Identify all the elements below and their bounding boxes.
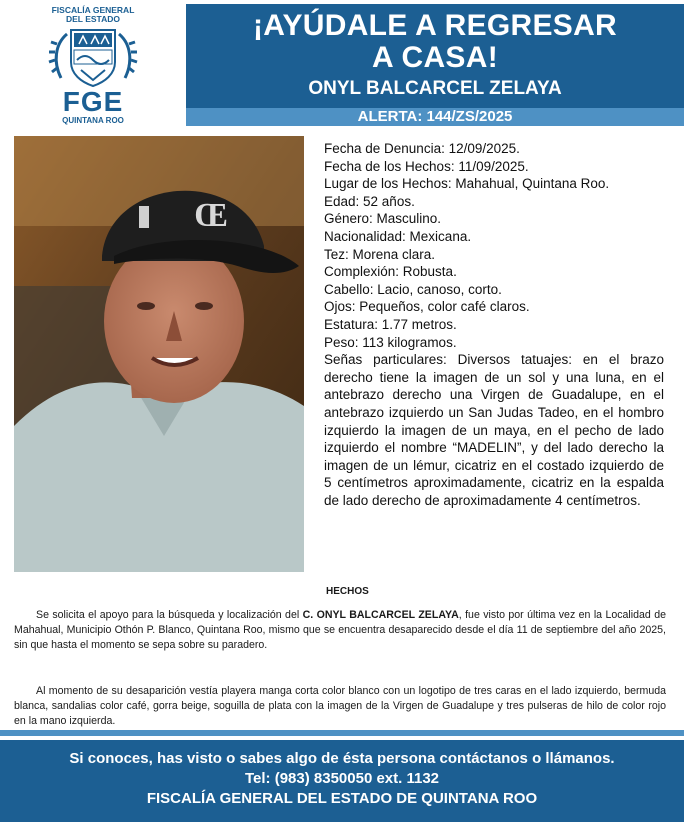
detail-ojos: Ojos: Pequeños, color café claros. (324, 299, 530, 315)
person-photo (14, 136, 304, 572)
p1-text-a: Se solicita el apoyo para la búsqueda y localización del (36, 609, 303, 621)
detail-lugar: Lugar de los Hechos: Mahahual, Quintana Roo. (324, 176, 610, 192)
hechos-paragraph-2: Al momento de su desaparición vestía playera manga corta color blanco con un logotipo de tres caras en el lado izquierdo, bermuda blanca, sandalias color café, gorra beige, soguilla de plata con la imagen de la Virgen de Guadalupe y tres pulseras de hilo de color rojo en la mano izquierda. (14, 685, 666, 728)
svg-text:Œ: Œ (194, 197, 228, 234)
logo-top-text (28, 6, 158, 24)
footer-accent-line (0, 730, 684, 736)
detail-genero: Género: Masculino. (324, 211, 442, 227)
logo-top-line: FISCALÍA GENERAL DEL ESTADO (51, 5, 135, 24)
detail-nacionalidad: Nacionalidad: Mexicana. (324, 228, 472, 244)
detail-estatura: Estatura: 1.77 metros. (324, 316, 457, 332)
person-details (324, 140, 664, 509)
hechos-heading: HECHOS (326, 586, 369, 597)
state-shield-icon (47, 26, 139, 88)
detail-peso: Peso: 113 kilogramos. (324, 334, 457, 350)
detail-fecha-hechos: Fecha de los Hechos: 11/09/2025. (324, 158, 529, 174)
footer-call-to-action: Si conoces, has visto o sabes algo de ésta persona contáctanos o llámanos. (69, 750, 615, 767)
p1-person-name: C. ONYL BALCARCEL ZELAYA (302, 609, 459, 621)
detail-tez: Tez: Morena clara. (324, 246, 436, 262)
detail-edad: Edad: 52 años. (324, 193, 415, 209)
footer-institution: FISCALÍA GENERAL DEL ESTADO DE QUINTANA ROO (146, 790, 538, 807)
person-photo-image (14, 136, 304, 572)
banner-title (186, 10, 684, 74)
detail-complexion: Complexión: Robusta. (324, 264, 457, 280)
title-line-2: A CASA! (372, 41, 498, 74)
footer-contact (0, 740, 684, 822)
detail-fecha-denuncia: Fecha de Denuncia: 12/09/2025. (324, 141, 520, 156)
title-line-1: ¡AYÚDALE A REGRESAR (252, 9, 618, 42)
logo-acronym: FGE (62, 86, 124, 117)
detail-senas-particulares: Señas particulares: Diversos tatuajes: en el brazo derecho tiene la imagen de un sol y una luna, en el antebrazo derecho una Virgen de Guadalupe, en el antebrazo izquierdo un San Judas Tadeo, en el hombro izquierdo la imagen de un maya, en el pecho de lado izquierdo el nombre “MADELIN”, y del lado derecho la imagen de un lémur, cicatriz en el costado izquierdo de 5 centímetros aproximadamente, cicatriz en la espalda de lado derecho de aproximadamente 4 centímetros. (324, 352, 664, 508)
logo-bottom-text: QUINTANA ROO (62, 116, 124, 125)
detail-cabello: Cabello: Lacio, canoso, corto. (324, 281, 502, 297)
hechos-paragraph-1 (14, 608, 666, 654)
fge-logo (28, 6, 158, 124)
p1-text-b: , fue visto por última vez en la Localidad de Mahahual, Municipio Othón P. Blanco, Quintana Roo, mismo que se encuentra desaparecido desde el día 11 de septiembre del año 2025, sin que hasta el momento se sepa sobre su paradero. (14, 609, 666, 652)
footer-phone: Tel: (983) 8350050 ext. 1132 (244, 770, 440, 787)
alert-number: ALERTA: 144/ZS/2025 (186, 108, 684, 126)
header-banner (186, 4, 684, 122)
missing-person-name: ONYL BALCARCEL ZELAYA (308, 78, 562, 99)
